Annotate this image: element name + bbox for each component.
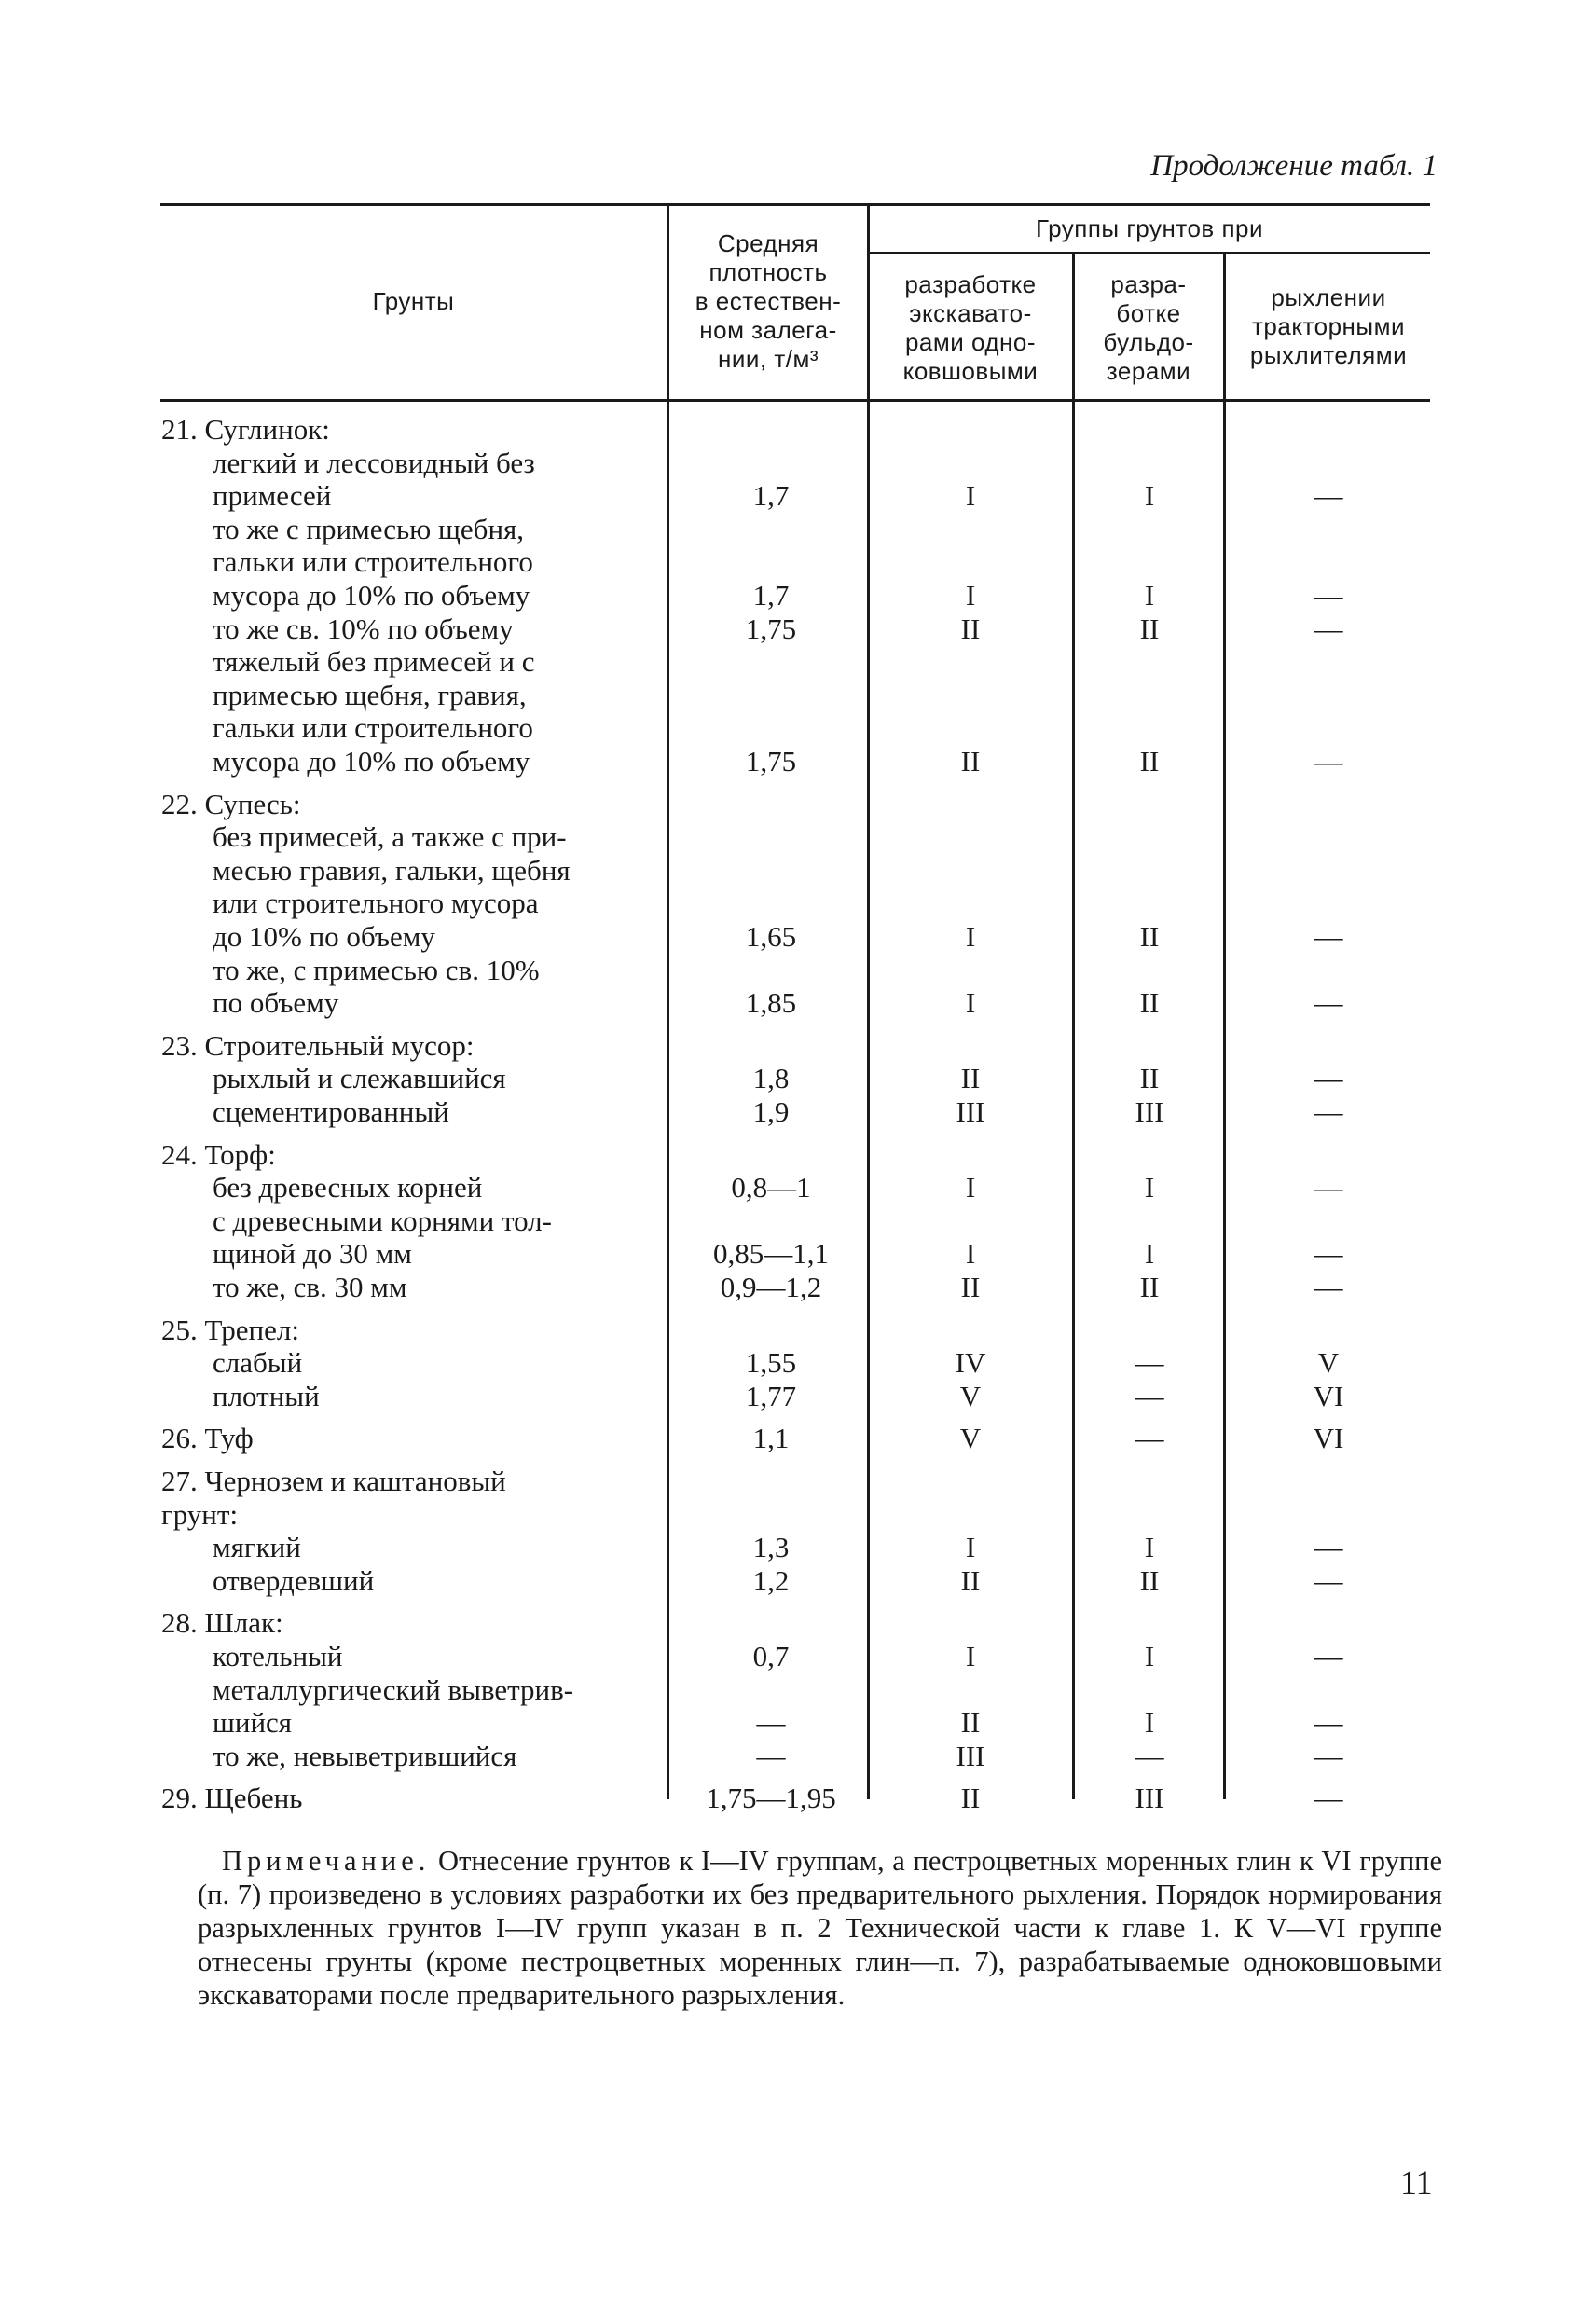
- soil-name-cell: слабый: [213, 1346, 303, 1379]
- bulldozer-group-cell: —: [1135, 1422, 1164, 1454]
- table-row: [0, 1139, 1596, 1171]
- table-row: [0, 447, 1596, 479]
- ripper-group-cell: —: [1314, 1706, 1343, 1739]
- table-top-rule: [160, 203, 1430, 206]
- density-cell: 1,9: [752, 1095, 790, 1128]
- density-cell: 1,75: [745, 612, 797, 645]
- ripper-group-cell: —: [1314, 1564, 1343, 1597]
- ripper-group-cell: —: [1314, 1062, 1343, 1094]
- table-row: [0, 1499, 1596, 1531]
- ripper-group-cell: —: [1314, 1640, 1343, 1672]
- continued-label: Продолжение табл. 1: [1150, 149, 1438, 183]
- ripper-group-cell: —: [1314, 579, 1343, 612]
- table-row: [0, 921, 1596, 953]
- soil-name-cell: шийся: [213, 1706, 293, 1739]
- soil-name-cell: 28. Шлак:: [161, 1606, 283, 1639]
- table-row: [0, 613, 1596, 645]
- density-cell: 1,85: [745, 986, 797, 1019]
- density-cell: 1,7: [752, 479, 790, 512]
- table-row: [0, 987, 1596, 1019]
- soil-name-cell: то же с примесью щебня,: [213, 513, 525, 545]
- excavator-group-cell: II: [960, 745, 981, 778]
- header-rippers: рыхлении тракторными рыхлителями: [1249, 283, 1408, 369]
- table-row: [0, 1205, 1596, 1237]
- ripper-group-cell: —: [1314, 1782, 1343, 1814]
- bulldozer-group-cell: —: [1135, 1346, 1164, 1379]
- table-row: [0, 1532, 1596, 1563]
- table-row: [0, 821, 1596, 853]
- density-cell: 1,75: [745, 745, 797, 778]
- groups-header-rule: [869, 252, 1430, 254]
- table-row: [0, 1381, 1596, 1412]
- table-row: [0, 1272, 1596, 1303]
- header-bulldozers: разра- ботке бульдо- зерами: [1103, 270, 1194, 385]
- bulldozer-group-cell: I: [1144, 579, 1155, 612]
- excavator-group-cell: I: [965, 579, 976, 612]
- soil-name-cell: примесей: [213, 479, 332, 512]
- soil-name-cell: примесью щебня, гравия,: [213, 679, 527, 711]
- density-cell: 1,1: [752, 1422, 790, 1454]
- soil-name-cell: месью гравия, гальки, щебня: [213, 854, 571, 887]
- soil-name-cell: 29. Щебень: [161, 1782, 303, 1814]
- soil-name-cell: 23. Строительный мусор:: [161, 1029, 475, 1062]
- soil-name-cell: сцементированный: [213, 1095, 449, 1128]
- excavator-group-cell: V: [959, 1422, 982, 1454]
- page-number: 11: [1400, 2164, 1433, 2201]
- soil-name-cell: с древесными корнями тол-: [213, 1204, 552, 1237]
- excavator-group-cell: I: [965, 1171, 976, 1204]
- table-row: [0, 955, 1596, 986]
- table-row: [0, 888, 1596, 919]
- header-bottom-rule: [160, 399, 1430, 402]
- soil-name-cell: без древесных корней: [213, 1171, 483, 1204]
- soil-name-cell: 25. Трепел:: [161, 1314, 299, 1346]
- soil-name-cell: без примесей, а также с при-: [213, 820, 567, 853]
- table-row: [0, 855, 1596, 887]
- density-cell: —: [756, 1706, 786, 1739]
- ripper-group-cell: —: [1314, 1740, 1343, 1772]
- note-label: Примечание.: [222, 1845, 431, 1877]
- soil-name-cell: отвердевший: [213, 1564, 375, 1597]
- density-cell: 1,65: [745, 920, 797, 953]
- ripper-group-cell: —: [1314, 612, 1343, 645]
- table-row: [0, 1641, 1596, 1672]
- density-cell: 1,7: [752, 579, 790, 612]
- table-row: [0, 1607, 1596, 1639]
- table-row: [0, 1096, 1596, 1128]
- ripper-group-cell: —: [1314, 920, 1343, 953]
- soil-name-cell: тяжелый без примесей и с: [213, 645, 535, 678]
- soil-name-cell: то же, св. 30 мм: [213, 1271, 407, 1303]
- bulldozer-group-cell: I: [1144, 479, 1155, 512]
- table-row: [0, 1063, 1596, 1094]
- soil-name-cell: 21. Суглинок:: [161, 413, 330, 446]
- soil-name-cell: рыхлый и слежавшийся: [213, 1062, 506, 1094]
- table-row: [0, 712, 1596, 744]
- ripper-group-cell: —: [1314, 1171, 1343, 1204]
- table-row: [0, 1423, 1596, 1454]
- table-row: [0, 1674, 1596, 1706]
- header-groups: Группы грунтов при: [1035, 214, 1264, 242]
- soil-name-cell: металлургический выветрив-: [213, 1673, 574, 1706]
- table-row: [0, 1172, 1596, 1204]
- density-cell: 0,8—1: [731, 1171, 811, 1204]
- bulldozer-group-cell: I: [1144, 1531, 1155, 1563]
- excavator-group-cell: II: [960, 1062, 981, 1094]
- bulldozer-group-cell: —: [1135, 1740, 1164, 1772]
- density-cell: 1,8: [752, 1062, 790, 1094]
- soil-name-cell: 26. Туф: [161, 1422, 254, 1454]
- excavator-group-cell: II: [960, 612, 981, 645]
- density-cell: 1,55: [745, 1346, 797, 1379]
- table-note: [198, 1844, 1442, 2012]
- bulldozer-group-cell: II: [1139, 1062, 1160, 1094]
- excavator-group-cell: I: [965, 986, 976, 1019]
- bulldozer-group-cell: I: [1144, 1237, 1155, 1270]
- soil-name-cell: 27. Чернозем и каштановый: [161, 1465, 506, 1497]
- bulldozer-group-cell: III: [1135, 1782, 1164, 1814]
- soil-name-cell: грунт:: [161, 1498, 239, 1531]
- table-row: [0, 1238, 1596, 1270]
- bulldozer-group-cell: —: [1135, 1380, 1164, 1412]
- excavator-group-cell: I: [965, 1531, 976, 1563]
- header-excavators: разработке экскавато- рами одно- ковшовыми: [902, 270, 1039, 385]
- table-row: [0, 1030, 1596, 1062]
- ripper-group-cell: —: [1314, 986, 1343, 1019]
- soil-name-cell: то же, невыветрившийся: [213, 1740, 517, 1772]
- table-row: [0, 1466, 1596, 1497]
- table-row: [0, 1565, 1596, 1597]
- soil-name-cell: легкий и лессовидный без: [213, 447, 535, 479]
- table-row: [0, 580, 1596, 612]
- soil-name-cell: мусора до 10% по объему: [213, 579, 530, 612]
- bulldozer-group-cell: II: [1139, 920, 1160, 953]
- excavator-group-cell: II: [960, 1564, 981, 1597]
- density-cell: 1,77: [745, 1380, 797, 1412]
- table-row: [0, 1707, 1596, 1739]
- ripper-group-cell: —: [1314, 745, 1343, 778]
- table-row: [0, 646, 1596, 678]
- table-row: [0, 414, 1596, 446]
- table-row: [0, 1314, 1596, 1346]
- soil-name-cell: котельный: [213, 1640, 343, 1672]
- table-row: [0, 1347, 1596, 1379]
- bulldozer-group-cell: II: [1139, 986, 1160, 1019]
- table-row: [0, 1782, 1596, 1814]
- density-cell: —: [756, 1740, 786, 1772]
- note-text: Отнесение грунтов к I—IV группам, а пестроцветных моренных глин к VI группе (п. 7) произведено в условиях разработки их без предварительного рыхления. Порядок нормирования разрыхленных грунтов I—IV групп указан в п. 2 Технической части к главе 1. К V—VI группе отнесены грунты (кроме пестроцветных моренных глин—п. 7), разрабатываемые одноковшовыми экскаваторами после предварительного разрыхления.: [198, 1845, 1442, 2011]
- table-row: [0, 514, 1596, 545]
- soil-name-cell: 24. Торф:: [161, 1138, 276, 1171]
- excavator-group-cell: I: [965, 1237, 976, 1270]
- header-density: Средняя плотность в естествен- ном залега- нии, т/м³: [695, 229, 842, 373]
- excavator-group-cell: I: [965, 1640, 976, 1672]
- ripper-group-cell: VI: [1313, 1380, 1344, 1412]
- excavator-group-cell: V: [959, 1380, 982, 1412]
- soil-name-cell: мусора до 10% по объему: [213, 745, 530, 778]
- bulldozer-group-cell: I: [1144, 1640, 1155, 1672]
- excavator-group-cell: III: [956, 1740, 985, 1772]
- excavator-group-cell: I: [965, 479, 976, 512]
- excavator-group-cell: III: [956, 1095, 985, 1128]
- ripper-group-cell: —: [1314, 1237, 1343, 1270]
- soil-name-cell: то же, с примесью св. 10%: [213, 954, 540, 986]
- ripper-group-cell: VI: [1313, 1422, 1344, 1454]
- excavator-group-cell: II: [960, 1706, 981, 1739]
- soil-name-cell: плотный: [213, 1380, 320, 1412]
- bulldozer-group-cell: III: [1135, 1095, 1164, 1128]
- bulldozer-group-cell: I: [1144, 1171, 1155, 1204]
- soil-name-cell: по объему: [213, 986, 339, 1019]
- excavator-group-cell: IV: [955, 1346, 986, 1379]
- ripper-group-cell: —: [1314, 479, 1343, 512]
- ripper-group-cell: —: [1314, 1531, 1343, 1563]
- excavator-group-cell: II: [960, 1782, 981, 1814]
- bulldozer-group-cell: II: [1139, 1271, 1160, 1303]
- table-row: [0, 480, 1596, 512]
- excavator-group-cell: I: [965, 920, 976, 953]
- soil-name-cell: то же св. 10% по объему: [213, 612, 514, 645]
- table-row: [0, 1741, 1596, 1772]
- ripper-group-cell: —: [1314, 1271, 1343, 1303]
- header-soil: Грунты: [372, 287, 455, 315]
- soil-name-cell: мягкий: [213, 1531, 301, 1563]
- ripper-group-cell: —: [1314, 1095, 1343, 1128]
- bulldozer-group-cell: II: [1139, 1564, 1160, 1597]
- ripper-group-cell: V: [1317, 1346, 1340, 1379]
- soil-name-cell: 22. Супесь:: [161, 788, 301, 820]
- bulldozer-group-cell: I: [1144, 1706, 1155, 1739]
- density-cell: 0,9—1,2: [720, 1271, 822, 1303]
- density-cell: 1,2: [752, 1564, 790, 1597]
- density-cell: 0,85—1,1: [713, 1237, 829, 1270]
- bulldozer-group-cell: II: [1139, 612, 1160, 645]
- soil-name-cell: или строительного мусора: [213, 887, 539, 919]
- bulldozer-group-cell: II: [1139, 745, 1160, 778]
- table-row: [0, 789, 1596, 820]
- table-row: [0, 680, 1596, 711]
- density-cell: 1,3: [752, 1531, 790, 1563]
- table-row: [0, 746, 1596, 778]
- soil-name-cell: щиной до 30 мм: [213, 1237, 412, 1270]
- soil-name-cell: до 10% по объему: [213, 920, 435, 953]
- soil-name-cell: гальки или строительного: [213, 711, 533, 744]
- density-cell: 0,7: [752, 1640, 790, 1672]
- excavator-group-cell: II: [960, 1271, 981, 1303]
- density-cell: 1,75—1,95: [706, 1782, 836, 1814]
- soil-name-cell: гальки или строительного: [213, 545, 533, 578]
- table-row: [0, 546, 1596, 578]
